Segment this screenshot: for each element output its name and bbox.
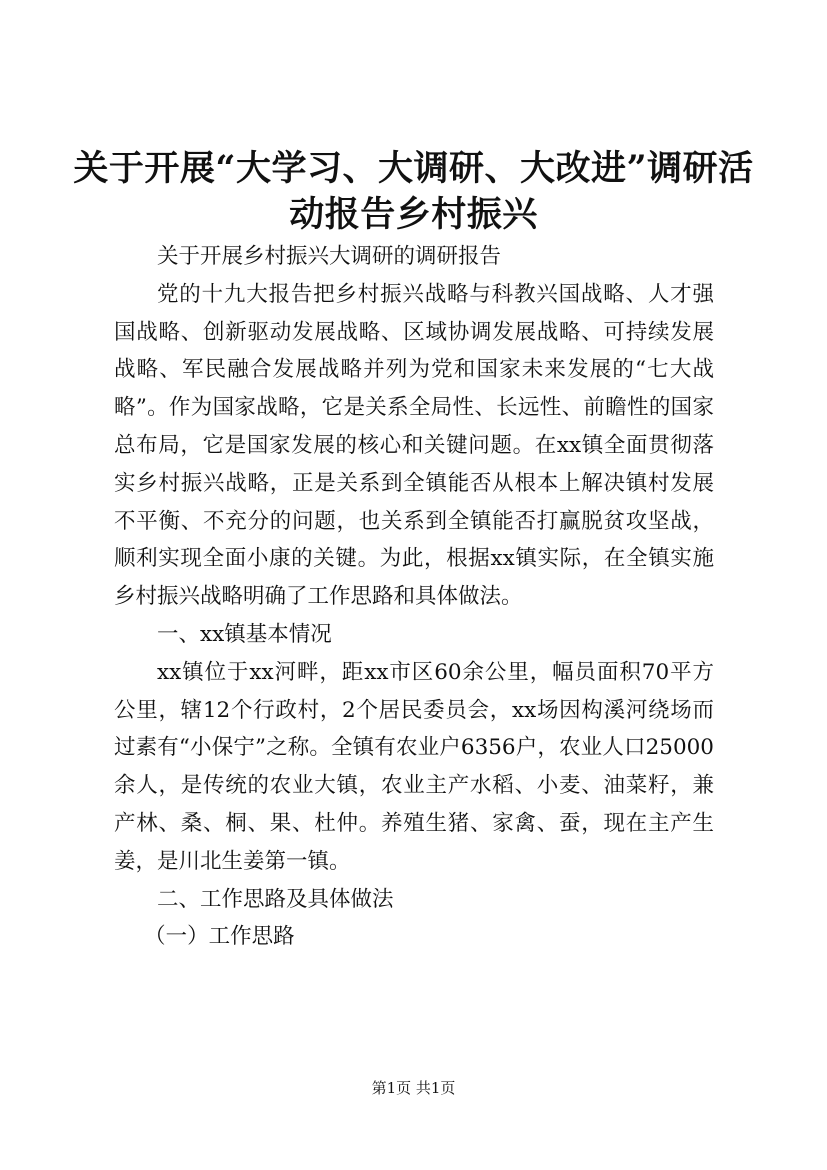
page-footer: 第1页 共1页 (371, 1079, 456, 1097)
document-title: 关于开展“大学习、大调研、大改进”调研活动报告乡村振兴 (73, 148, 754, 235)
document-body (114, 238, 714, 956)
section-heading-basic-situation: 一、xx镇基本情况 (157, 621, 332, 647)
basic-situation-paragraph: xx镇位于xx河畔，距xx市区60余公里，幅员面积70平方公里，辖12个行政村，2个居民委员会，xx场因构溪河绕场而过素有“小保宁”之称。全镇有农业户6356户，农业人口25000余人，是传统的农业大镇，农业主产水稻、小麦、油菜籽，兼产林、桑、桐、果、杜仲。养殖生猪、家禽、蚕，现在主产生姜，是川北生姜第一镇。 (114, 659, 714, 874)
report-subtitle: 关于开展乡村振兴大调研的调研报告 (157, 244, 502, 269)
section-heading-work-approach: 二、工作思路及具体做法 (157, 886, 394, 912)
subsection-heading-work-ideas: （一）工作思路 (144, 924, 295, 950)
intro-paragraph: 党的十九大报告把乡村振兴战略与科教兴国战略、人才强国战略、创新驱动发展战略、区域协调发展战略、可持续发展战略、军民融合发展战略并列为党和国家未来发展的“七大战略”。作为国家战略，它是关系全局性、长远性、前瞻性的国家总布局，它是国家发展的核心和关键问题。在xx镇全面贯彻落实乡村振兴战略，正是关系到全镇能否从根本上解决镇村发展不平衡、不充分的问题，也关系到全镇能否打赢脱贫攻坚战，顺利实现全面小康的关键。为此，根据xx镇实际，在全镇实施乡村振兴战略明确了工作思路和具体做法。 (114, 281, 714, 610)
